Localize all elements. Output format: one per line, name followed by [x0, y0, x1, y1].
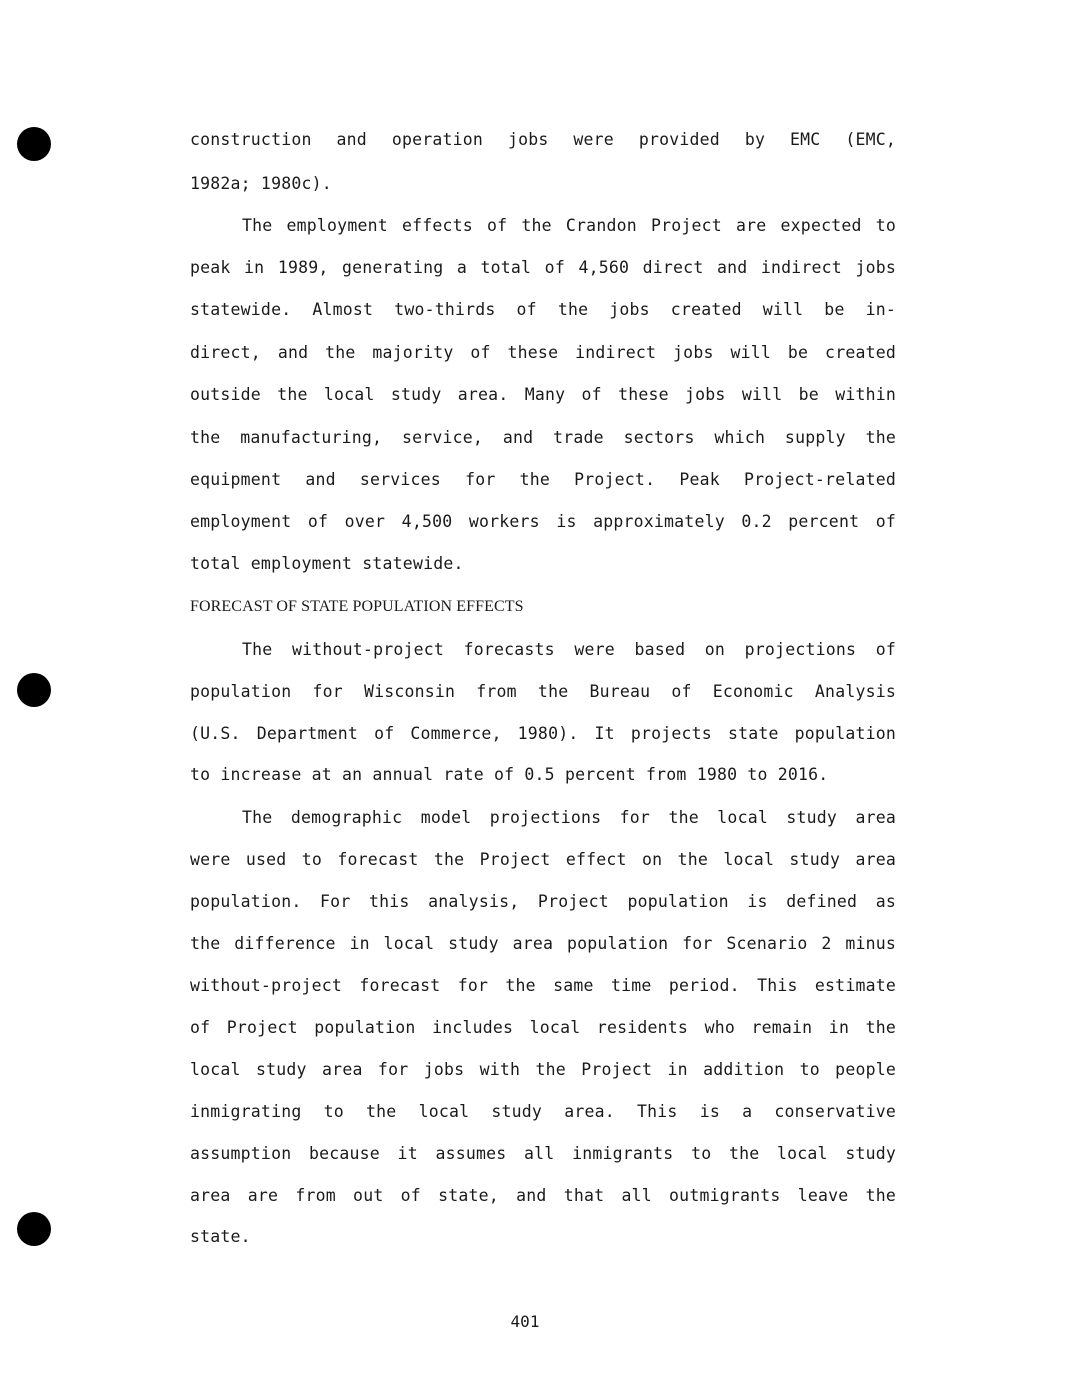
body-text-line: local study area for jobs with the Project in addition to people: [190, 1060, 896, 1079]
body-text-line: total employment statewide.: [190, 554, 464, 573]
page-number: 401: [510, 1312, 540, 1331]
punch-hole-bottom: [17, 1212, 51, 1246]
body-text-line: the difference in local study area population for Scenario 2 minus: [190, 934, 896, 953]
paragraph-first-line: The employment effects of the Crandon Project are expected to: [242, 216, 896, 235]
body-text-line: assumption because it assumes all inmigrants to the local study: [190, 1144, 896, 1163]
body-text-line: inmigrating to the local study area. This is a conservative: [190, 1102, 896, 1121]
body-text-line: without-project forecast for the same time period. This estimate: [190, 976, 896, 995]
body-text-line: population for Wisconsin from the Bureau of Economic Analysis: [190, 682, 896, 701]
paragraph-first-line: The demographic model projections for the local study area: [242, 808, 896, 827]
body-text-line: state.: [190, 1227, 251, 1246]
body-text-line: employment of over 4,500 workers is approximately 0.2 percent of: [190, 512, 896, 531]
punch-hole-top: [17, 127, 51, 161]
body-text-line: 1982a; 1980c).: [190, 174, 332, 193]
body-text-line: direct, and the majority of these indirect jobs will be created: [190, 343, 896, 362]
body-text-line: population. For this analysis, Project population is defined as: [190, 892, 896, 911]
body-text-line: the manufacturing, service, and trade sectors which supply the: [190, 428, 896, 447]
body-text-line: construction and operation jobs were provided by EMC (EMC,: [190, 130, 896, 149]
body-text-line: to increase at an annual rate of 0.5 percent from 1980 to 2016.: [190, 765, 829, 784]
body-text-line: area are from out of state, and that all outmigrants leave the: [190, 1186, 896, 1205]
body-text-line: equipment and services for the Project. Peak Project-related: [190, 470, 896, 489]
section-heading: FORECAST OF STATE POPULATION EFFECTS: [190, 598, 524, 615]
body-text-line: (U.S. Department of Commerce, 1980). It projects state population: [190, 724, 896, 743]
paragraph-first-line: The without-project forecasts were based on projections of: [242, 640, 896, 659]
body-text-line: statewide. Almost two-thirds of the jobs created will be in-: [190, 300, 896, 319]
body-text-line: outside the local study area. Many of these jobs will be within: [190, 385, 896, 404]
body-text-line: peak in 1989, generating a total of 4,560 direct and indirect jobs: [190, 258, 896, 277]
body-text-line: were used to forecast the Project effect on the local study area: [190, 850, 896, 869]
body-text-line: of Project population includes local residents who remain in the: [190, 1018, 896, 1037]
punch-hole-middle: [17, 673, 51, 707]
